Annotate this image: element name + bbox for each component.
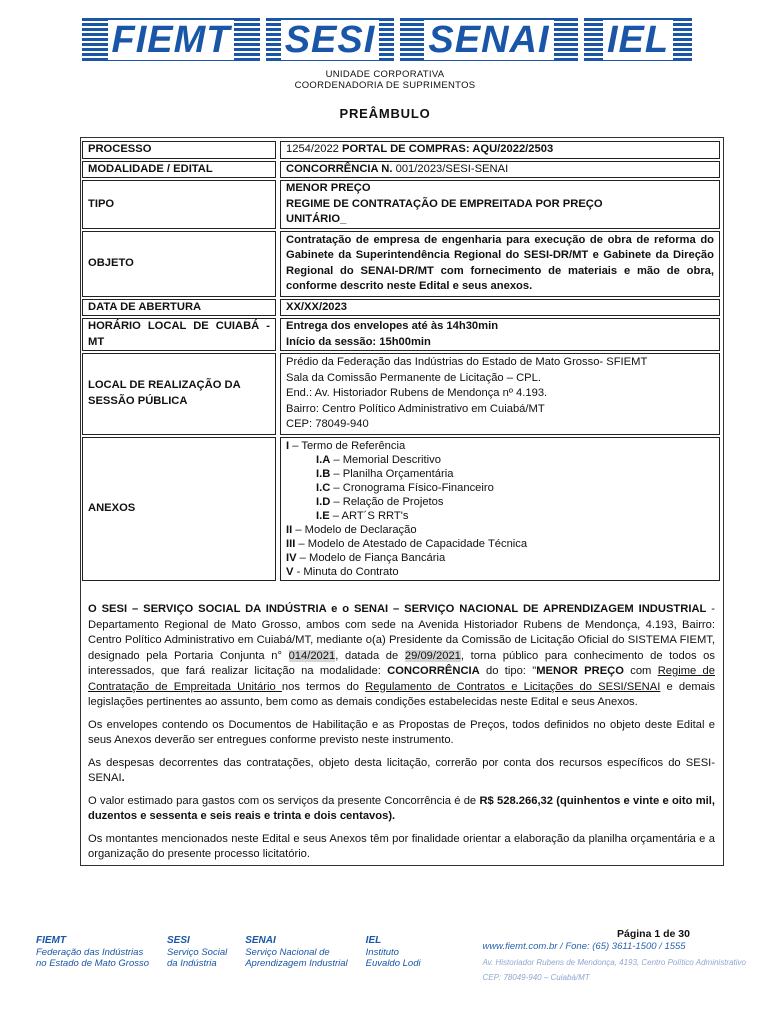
page-title: PREÂMBULO: [339, 106, 431, 121]
anexos-list: [280, 437, 720, 581]
processo-label: PROCESSO: [82, 141, 276, 159]
horario-label: HORÁRIO LOCAL DE CUIABÁ - MT: [82, 318, 276, 351]
anexo-item: IV – Modelo de Fiança Bancária: [286, 551, 446, 564]
iel-logo: IEL: [584, 18, 692, 62]
paragraph-envelopes: Os envelopes contendo os Documentos de Habilitação e as Propostas de Preços, todos definidos no objeto deste Edital e seus Anexos deverão ser entregues conforme previsto neste instrumento.: [88, 718, 715, 746]
anexo-item: II – Modelo de Declaração: [286, 523, 417, 536]
footer-sesi: SESI Serviço Social da Indústria: [167, 935, 228, 969]
anexo-item: I.C – Cronograma Físico-Financeiro: [316, 481, 494, 494]
row-tipo: [82, 180, 720, 229]
local-label: LOCAL DE REALIZAÇÃO DA SESSÃO PÚBLICA: [82, 353, 276, 435]
unit-line: COORDENADORIA DE SUPRIMENTOS: [294, 80, 476, 91]
paragraph-valor: O valor estimado para gastos com os serviços da presente Concorrência é de R$ 528.266,32 (quinhentos e vinte e oito mil, duzentos e sessenta e seis reais e trinta e dois centavos).: [88, 794, 715, 822]
paragraph-montantes: Os montantes mencionados neste Edital e seus Anexos têm por finalidade orientar a elaboração da planilha orçamentária e a organização do presente processo licitatório.: [88, 832, 715, 860]
row-modalidade: [82, 161, 720, 179]
header-logos: [82, 18, 722, 66]
row-horario: [82, 318, 720, 351]
tipo-label: TIPO: [82, 180, 276, 229]
row-data: [82, 299, 720, 317]
horario-value: Entrega dos envelopes até às 14h30min Início da sessão: 15h00min: [280, 318, 720, 351]
unit-line: UNIDADE CORPORATIVA: [325, 69, 445, 80]
anexo-item: I.A – Memorial Descritivo: [316, 453, 441, 466]
fiemt-logo: FIEMT: [82, 18, 260, 62]
footer-senai: SENAI Serviço Nacional de Aprendizagem Industrial: [245, 935, 348, 969]
anexo-item: III – Modelo de Atestado de Capacidade Técnica: [286, 537, 528, 550]
portaria-number: 014/2021: [288, 649, 336, 662]
objeto-label: OBJETO: [82, 231, 276, 297]
paragraph-despesas: As despesas decorrentes das contratações, objeto desta licitação, correrão por conta dos recursos específicos do SESI-SENAI.: [88, 756, 715, 784]
preamble-body: [88, 602, 715, 870]
modalidade-value: CONCORRÊNCIA N. 001/2023/SESI-SENAI: [280, 161, 720, 179]
anexo-item: I – Termo de Referência: [286, 439, 406, 452]
anexo-item: I.E – ART´S RRT's: [316, 509, 409, 522]
row-processo: [82, 141, 720, 159]
row-anexos: [82, 437, 720, 581]
anexos-label: ANEXOS: [82, 437, 276, 581]
tipo-value: MENOR PREÇO REGIME DE CONTRATAÇÃO DE EMPREITADA POR PREÇO UNITÁRIO_: [280, 180, 720, 229]
objeto-value: Contratação de empresa de engenharia para execução de obra de reforma do Gabinete da Superintendência Regional do SESI-DR/MT e Gabinete da Direção Regional do SENAI-DR/MT com fornecimento de materiais e mão de obra, conforme descrito neste Edital e seus anexos.: [280, 231, 720, 297]
processo-value: 1254/2022 PORTAL DE COMPRAS: AQU/2022/2503: [280, 141, 720, 159]
paragraph-intro: O SESI – SERVIÇO SOCIAL DA INDÚSTRIA e o SENAI – SERVIÇO NACIONAL DE APRENDIZAGEM INDUSTRIAL - Departamento Regional de Mato Grosso, ambos com sede na Avenida Historiador Rubens de Mendonça, 4.193, Bairro: Centro Político Administrativo em Cuiabá/MT, mediante o(a) Presidente da Comissão de Licitação Oficial do SISTEMA FIEMT, designado pela Portaria Conjunta n° 014/2021, datada de 29/09/2021, torna público para conhecimento de todos os interessados, que fará realizar licitação na modalidade: CONCORRÊNCIA do tipo: "MENOR PREÇO com Regime de Contratação de Empreitada Unitário nos termos do Regulamento de Contratos e Licitações do SESI/SENAI e demais legislações pertinentes ao assunto, bem como as demais condições estabelecidas neste Edital e seus Anexos.: [88, 603, 716, 708]
sesi-logo: SESI: [266, 18, 394, 62]
footer-iel: IEL Instituto Euvaldo Lodi: [365, 935, 421, 969]
data-label: DATA DE ABERTURA: [82, 299, 276, 317]
portaria-date: 29/09/2021: [404, 649, 461, 662]
footer-contact: www.fiemt.com.br / Fone: (65) 3611-1500 / 1555 Av. Historiador Rubens de Mendonça, 4193, Centro Político Administrativo CEP: 78049-940 – Cuiabá/MT: [482, 941, 746, 982]
local-value: Prédio da Federação das Indústrias do Estado de Mato Grosso- SFIEMT Sala da Comissão Permanente de Licitação – CPL. End.: Av. Historiador Rubens de Mendonça nº 4.193. Bairro: Centro Político Administrativo em Cuiabá/MT CEP: 78049-940: [280, 353, 720, 435]
row-local: [82, 353, 720, 435]
anexo-item: I.D – Relação de Projetos: [316, 495, 444, 508]
data-value: XX/XX/2023: [280, 299, 720, 317]
senai-logo: SENAI: [400, 18, 578, 62]
preamble-table: [82, 139, 720, 583]
footer: [36, 935, 746, 984]
anexo-item: V - Minuta do Contrato: [286, 565, 399, 578]
anexo-item: I.B – Planilha Orçamentária: [316, 467, 454, 480]
footer-fiemt: FIEMT Federação das Indústrias no Estado de Mato Grosso: [36, 935, 150, 969]
page-number: Página 1 de 30: [617, 928, 690, 940]
modalidade-label: MODALIDADE / EDITAL: [82, 161, 276, 179]
unit-heading: [0, 69, 770, 91]
row-objeto: [82, 231, 720, 297]
